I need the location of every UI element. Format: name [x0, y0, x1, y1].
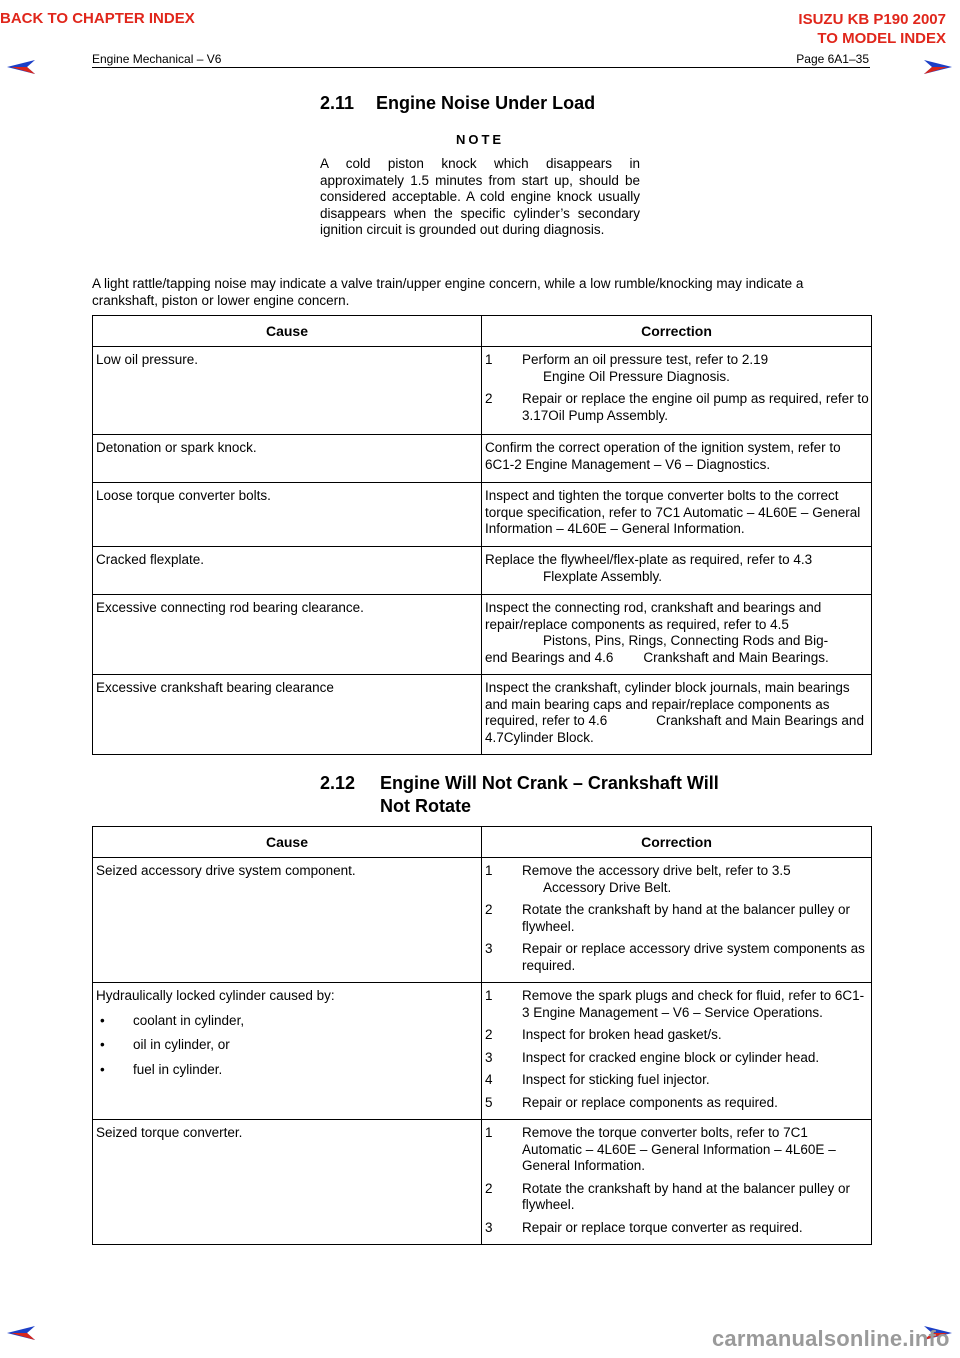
step-text: Repair or replace components as required.: [522, 1094, 778, 1110]
bullet-text: fuel in cylinder.: [133, 1061, 223, 1077]
note-title: NOTE: [455, 132, 505, 147]
step-number: 2: [485, 1027, 493, 1042]
previous-page-arrow-icon[interactable]: [7, 60, 35, 74]
step-text-main: Perform an oil pressure test, refer to 2.19: [522, 352, 769, 367]
step-number: 4: [485, 1072, 493, 1087]
step-number: 3: [485, 941, 493, 956]
step-text-main: Remove the accessory drive belt, refer to 3.5: [522, 863, 791, 878]
back-to-chapter-index-link[interactable]: BACK TO CHAPTER INDEX: [0, 10, 195, 27]
cause-cell: Excessive crankshaft bearing clearance: [93, 675, 482, 755]
correction-cell: Inspect and tighten the torque converter bolts to the correct torque specification, refer to 7C1 Automatic – 4L60E – General Information – 4L60E – General Information.: [482, 483, 872, 547]
model-index-link[interactable]: [798, 10, 946, 48]
table-row: [93, 435, 872, 483]
step-text: Repair or replace the engine oil pump as required, refer to 3.17Oil Pump Assembly.: [522, 391, 869, 423]
step-text: Repair or replace torque converter as required.: [522, 1219, 803, 1235]
correction-step: [485, 1050, 869, 1067]
correction-cell: [482, 1120, 872, 1245]
correction-cell: [482, 858, 872, 983]
correction-cell: [482, 547, 872, 595]
cause-cell: Seized torque converter.: [93, 1120, 482, 1245]
table-row: [93, 675, 872, 755]
correction-step: [485, 902, 869, 935]
cause-cell: Loose torque converter bolts.: [93, 483, 482, 547]
watermark-text[interactable]: carmanualsonline.info: [712, 1326, 950, 1351]
step-text: Remove the torque converter bolts, refer to 7C1 Automatic – 4L60E – General Information – 4L60E – General Information.: [522, 1125, 836, 1173]
step-text-sub: Engine Oil Pressure Diagnosis.: [543, 368, 730, 384]
model-line-1[interactable]: ISUZU KB P190 2007: [798, 11, 946, 28]
step-number: 3: [485, 1049, 493, 1065]
section-2-12-heading: [320, 772, 719, 818]
column-header-correction: Correction: [482, 316, 872, 347]
cause-cell: Cracked flexplate.: [93, 547, 482, 595]
list-item: [96, 1013, 479, 1030]
engine-will-not-crank-table: [92, 826, 872, 1245]
correction-step: [485, 1027, 869, 1044]
table-header-row: [93, 827, 872, 858]
header-chapter-title: Engine Mechanical – V6: [92, 52, 222, 66]
table-row: [93, 1120, 872, 1245]
correction-step: [485, 352, 869, 385]
correction-text: Inspect the connecting rod, crankshaft and bearings and repair/replace components as required, refer to 4.5: [485, 600, 822, 632]
step-text: [522, 863, 791, 896]
cause-cell: Detonation or spark knock.: [93, 435, 482, 483]
correction-text-end: end Bearings and 4.6 Crankshaft and Main Bearings.: [485, 649, 829, 665]
correction-step: [485, 391, 869, 424]
step-text: Inspect for cracked engine block or cylinder head.: [522, 1049, 820, 1065]
step-text-sub: Accessory Drive Belt.: [543, 879, 672, 895]
step-number: 1: [485, 1125, 493, 1140]
list-item: [96, 1062, 479, 1079]
step-number: 5: [485, 1094, 493, 1110]
step-text: Repair or replace accessory drive system components as required.: [522, 941, 865, 973]
noise-under-load-table: [92, 315, 872, 755]
correction-step: [485, 1220, 869, 1237]
step-number: 1: [485, 863, 493, 878]
next-page-arrow-icon[interactable]: [924, 60, 952, 74]
step-number: 1: [485, 988, 493, 1003]
correction-cell: Confirm the correct operation of the ignition system, refer to 6C1-2 Engine Management – V6 – Diagnostics.: [482, 435, 872, 483]
section-2-12-number: 2.12: [320, 773, 356, 793]
section-2-11-heading: [320, 93, 595, 114]
step-text: Remove the spark plugs and check for fluid, refer to 6C1-3 Engine Management – V6 – Service Operations.: [522, 988, 865, 1020]
correction-cell: [482, 347, 872, 435]
step-text: Rotate the crankshaft by hand at the balancer pulley or flywheel.: [522, 902, 850, 934]
correction-text-sub: Flexplate Assembly.: [543, 568, 663, 584]
step-text: Inspect for broken head gasket/s.: [522, 1027, 722, 1042]
bullet-icon: •: [100, 1037, 105, 1052]
correction-step: [485, 941, 869, 974]
section-2-12-title-line-2: Not Rotate: [380, 796, 471, 816]
cause-cell: Seized accessory drive system component.: [93, 858, 482, 983]
correction-step: [485, 1072, 869, 1089]
table-row: [93, 547, 872, 595]
correction-text-sub: Pistons, Pins, Rings, Connecting Rods and Big-: [543, 633, 829, 648]
table-header-row: [93, 316, 872, 347]
table-row: [93, 858, 872, 983]
step-text: Inspect for sticking fuel injector.: [522, 1072, 710, 1087]
bullet-text: oil in cylinder, or: [133, 1037, 230, 1052]
step-number: 2: [485, 1180, 493, 1196]
previous-page-arrow-bottom-icon[interactable]: [7, 1326, 35, 1340]
step-text: [522, 352, 768, 385]
table-row: [93, 347, 872, 435]
step-number: 2: [485, 391, 493, 406]
header-rule: [92, 67, 870, 68]
table-row: [93, 983, 872, 1120]
cause-cell: [93, 983, 482, 1120]
note-text: A cold piston knock which disappears in approximately 1.5 minutes from start up, should be considered acceptable. A cold engine knock usually disappears when the specific cylinder’s secondary ignition circuit is grounded out during diagnosis.: [320, 156, 640, 237]
correction-text: Replace the flywheel/flex-plate as required, refer to 4.3: [485, 552, 813, 567]
column-header-correction: Correction: [482, 827, 872, 858]
correction-cell: [482, 983, 872, 1120]
list-item: [96, 1037, 479, 1054]
step-text: Rotate the crankshaft by hand at the balancer pulley or flywheel.: [522, 1180, 850, 1212]
correction-step: [485, 1181, 869, 1214]
bullet-icon: •: [100, 1012, 105, 1028]
correction-step: [485, 863, 869, 896]
column-header-cause: Cause: [93, 827, 482, 858]
correction-step: [485, 988, 869, 1021]
cause-text: Hydraulically locked cylinder caused by:: [96, 988, 335, 1003]
correction-cell: [482, 595, 872, 675]
intro-paragraph: A light rattle/tapping noise may indicate a valve train/upper engine concern, while a low rumble/knocking may indicate a crankshaft, piston or lower engine concern.: [92, 276, 804, 308]
section-2-11-number: 2.11: [320, 93, 355, 113]
section-2-11-title: Engine Noise Under Load: [376, 93, 596, 113]
correction-step: [485, 1095, 869, 1112]
model-line-2[interactable]: TO MODEL INDEX: [817, 30, 946, 47]
correction-cell: Inspect the crankshaft, cylinder block journals, main bearings and main bearing caps and repair/replace components as required, refer to 4.6 Crankshaft and Main Bearings and 4.7Cylinder Block.: [482, 675, 872, 755]
bullet-text: coolant in cylinder,: [133, 1012, 245, 1028]
section-2-12-title-line-1: Engine Will Not Crank – Crankshaft Will: [380, 773, 719, 793]
cause-cell: Low oil pressure.: [93, 347, 482, 435]
correction-step: [485, 1125, 869, 1175]
step-number: 1: [485, 352, 493, 367]
bullet-icon: •: [100, 1061, 105, 1077]
header-page-number: Page 6A1–35: [796, 52, 869, 66]
cause-cell: Excessive connecting rod bearing clearance.: [93, 595, 482, 675]
table-row: [93, 483, 872, 547]
section-2-12-title: [380, 772, 719, 818]
step-number: 2: [485, 902, 493, 917]
column-header-cause: Cause: [93, 316, 482, 347]
table-row: [93, 595, 872, 675]
step-number: 3: [485, 1219, 493, 1235]
